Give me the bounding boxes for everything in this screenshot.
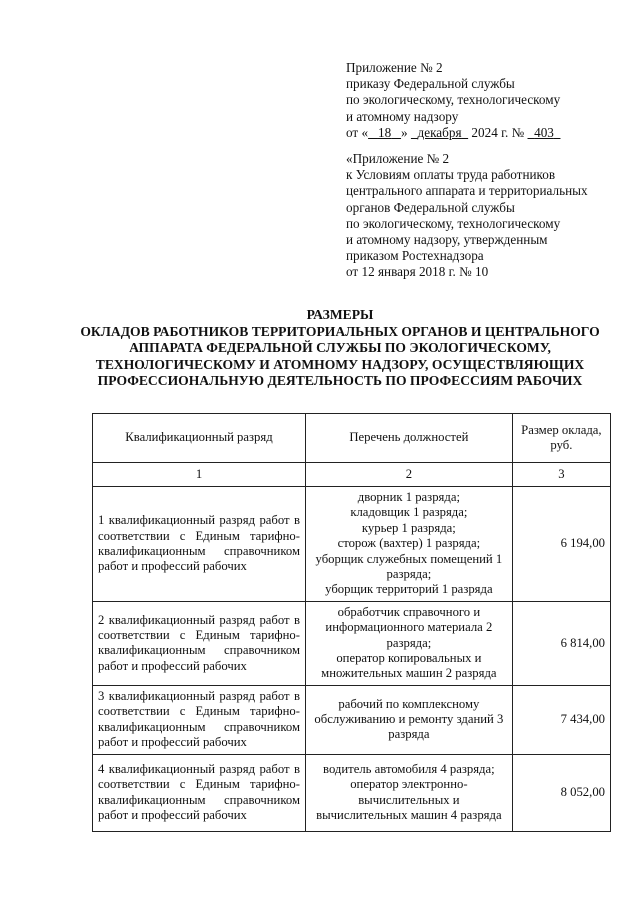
position-item: уборщик территорий 1 разряда <box>325 582 493 597</box>
order-date-line <box>346 125 606 141</box>
order-month: декабря <box>417 124 462 140</box>
appendix2-line: «Приложение № 2 <box>346 151 450 166</box>
salary-cell: 6 814,00 <box>512 601 610 685</box>
salary-cell: 7 434,00 <box>512 685 610 754</box>
appendix2-line: и атомному надзору, утвержденным <box>346 232 548 248</box>
order-day: 18 <box>377 124 392 140</box>
salary-table <box>92 413 611 832</box>
positions-cell <box>305 601 512 685</box>
title-line: РАЗМЕРЫ <box>306 307 374 322</box>
position-item: рабочий по комплексному обслуживанию и ремонту зданий 3 разряда <box>314 696 504 742</box>
position-item: сторож (вахтер) 1 разряда; <box>337 536 481 551</box>
rank-cell: 4 квалификационный разряд работ в соответствии с Единым тарифно-квалификационным справочником работ и профессий рабочих <box>93 754 306 831</box>
appendix2-line: центрального аппарата и территориальных <box>346 183 588 199</box>
positions-cell <box>305 685 512 754</box>
table-row <box>93 685 611 754</box>
order-number: 403 <box>534 124 554 140</box>
position-item: оператор копировальных и множительных машин 2 разряда <box>321 651 497 681</box>
appendix-line: и атомному надзору <box>346 108 459 124</box>
column-number: 2 <box>305 463 512 487</box>
header-cell-rank: Квалификационный разряд <box>93 414 306 463</box>
rank-cell: 3 квалификационный разряд работ в соответствии с Единым тарифно-квалификационным справочником работ и профессий рабочих <box>93 685 306 754</box>
positions-cell <box>305 487 512 602</box>
order-year: 2024 г. № <box>471 124 525 140</box>
appendix2-line: приказом Ростехнадзора <box>346 248 484 264</box>
appendix-header <box>346 60 606 141</box>
title-line: ОКЛАДОВ РАБОТНИКОВ ТЕРРИТОРИАЛЬНЫХ ОРГАНОВ И ЦЕНТРАЛЬНОГО <box>80 323 600 339</box>
date-prefix: от « <box>346 124 369 140</box>
title-line: ТЕХНОЛОГИЧЕСКОМУ И АТОМНОМУ НАДЗОРУ, ОСУЩЕСТВЛЯЮЩИХ <box>95 356 585 372</box>
table-header-row <box>93 414 611 463</box>
rank-cell: 2 квалификационный разряд работ в соответствии с Единым тарифно-квалификационным справочником работ и профессий рабочих <box>93 601 306 685</box>
document-title <box>60 307 620 390</box>
column-number-row <box>93 463 611 487</box>
position-item: уборщик служебных помещений 1 разряда; <box>315 551 503 582</box>
appendix2-header <box>346 151 616 281</box>
salary-cell: 6 194,00 <box>512 487 610 602</box>
appendix2-line: к Условиям оплаты труда работников <box>346 167 556 183</box>
position-item: водитель автомобиля 4 разряда; <box>323 761 495 776</box>
appendix2-line: по экологическому, технологическому <box>346 215 561 231</box>
column-number: 1 <box>93 463 306 487</box>
title-line: АППАРАТА ФЕДЕРАЛЬНОЙ СЛУЖБЫ ПО ЭКОЛОГИЧЕСКОМУ, <box>129 340 551 356</box>
appendix2-line: органов Федеральной службы <box>346 199 515 215</box>
appendix-line: приказу Федеральной службы <box>346 76 515 92</box>
column-number: 3 <box>512 463 610 487</box>
position-item: дворник 1 разряда; <box>357 490 460 504</box>
position-item: обработчик справочного и информационного материала 2 разряда; <box>325 604 493 650</box>
positions-cell <box>305 754 512 831</box>
title-line: ПРОФЕССИОНАЛЬНУЮ ДЕЯТЕЛЬНОСТЬ ПО ПРОФЕССИЯМ РАБОЧИХ <box>97 373 583 389</box>
table-row <box>93 487 611 602</box>
appendix2-line: от 12 января 2018 г. № 10 <box>346 264 489 280</box>
header-cell-positions: Перечень должностей <box>305 414 512 463</box>
position-item: курьер 1 разряда; <box>361 520 456 535</box>
table-row <box>93 754 611 831</box>
appendix-line: по экологическому, технологическому <box>346 92 561 108</box>
position-item: оператор электронно-вычислительных и вычислительных машин 4 разряда <box>316 777 502 822</box>
date-suffix: » <box>401 124 408 140</box>
position-item: кладовщик 1 разряда; <box>350 505 468 520</box>
rank-cell: 1 квалификационный разряд работ в соответствии с Единым тарифно-квалификационным справочником работ и профессий рабочих <box>93 487 306 602</box>
appendix-line: Приложение № 2 <box>346 60 443 75</box>
table-row <box>93 601 611 685</box>
header-cell-salary: Размер оклада, руб. <box>512 414 610 463</box>
salary-cell: 8 052,00 <box>512 754 610 831</box>
